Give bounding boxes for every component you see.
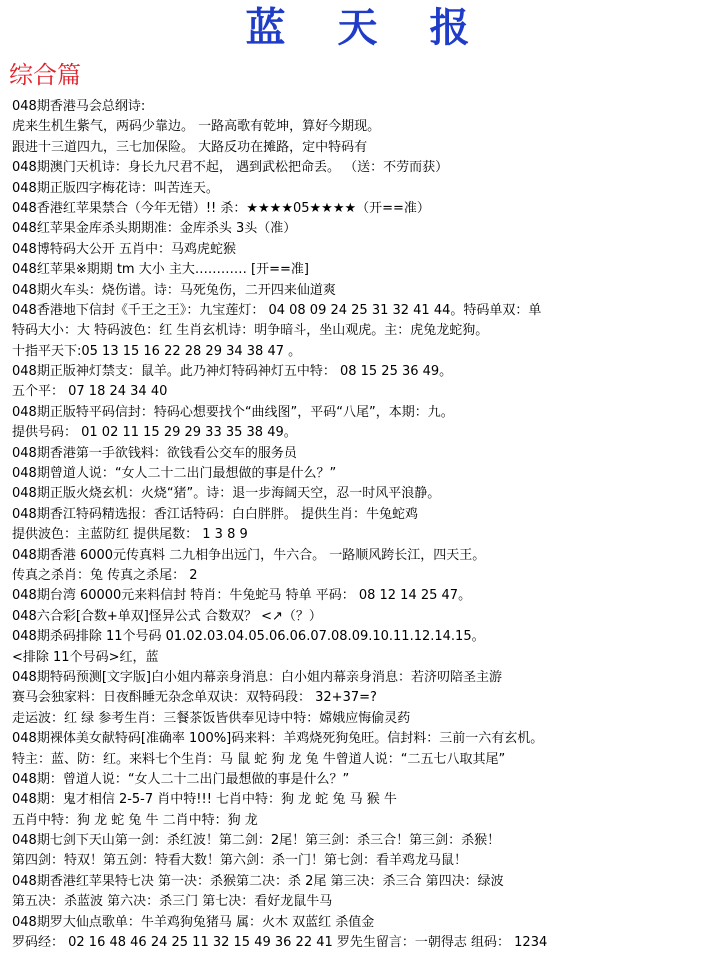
text-line: 048期：鬼才相信 2-5-7 肖中特!!! 七肖中特：狗 龙 蛇 兔 马 猴 牛: [12, 792, 397, 808]
article-body: [12, 97, 724, 953]
text-line: 传真之杀肖：兔 传真之杀尾： 2: [12, 567, 198, 583]
text-line: 048期正版火烧玄机：火烧“猪”。诗：退一步海阔天空，忍一时风平浪静。: [12, 486, 441, 502]
text-line: 048期七剑下天山第一剑：杀红波！第二剑：2尾！第三剑：杀三合！第三剑：杀猴！: [12, 833, 501, 849]
text-line: 048期杀码排除 11个号码 01.02.03.04.05.06.06.07.08.09.10.11.12.14.15。: [12, 629, 485, 645]
text-line: 048期澳门天机诗：身长九尺君不起， 遇到武松把命丢。 （送：不劳而获）: [12, 160, 449, 176]
text-line: 特码大小：大 特码波色：红 生肖玄机诗：明争暗斗，坐山观虎。主：虎兔龙蛇狗。: [12, 323, 489, 339]
text-line: 048六合彩[合数+单双]怪异公式 合数双？ <↗（？）: [12, 608, 322, 624]
text-line: 048红苹果※期期 tm 大小 主大………… [开==准]: [12, 262, 309, 278]
text-line: 048期香港 6000元传真料 二九相争出远门，牛六合。 一路顺风跨长江，四天王。: [12, 547, 486, 563]
text-line: 十指平天下:05 13 15 16 22 28 29 34 38 47 。: [12, 343, 302, 359]
text-line: 048期香港红苹果特七决 第一决：杀猴第二决：杀 2尾 第三决：杀三合 第四决：绿波: [12, 873, 504, 889]
text-line: 特主：蓝、防：红。来料七个生肖：马 鼠 蛇 狗 龙 兔 牛曾道人说：“二五七八取其尾”: [12, 751, 506, 767]
text-line: 048香港地下信封《千王之王》：九宝莲灯： 04 08 09 24 25 31 32 41 44。特码单双：单: [12, 302, 542, 318]
text-line: 048香港红苹果禁合（今年无错）!! 杀：★★★★05★★★★（开==准）: [12, 200, 430, 216]
text-line: 048期正版特平码信封：特码心想要找个“曲线图”，平码“八尾”，本期：九。: [12, 404, 454, 420]
text-line: 048期台湾 60000元来料信封 特肖：牛兔蛇马 特单 平码： 08 12 14 25 47。: [12, 588, 472, 604]
text-line: 048期香江特码精选报：香江话特码：白白胖胖。 提供生肖：牛兔蛇鸡: [12, 506, 418, 522]
text-line: 048期特码预测[文字版]白小姐内幕亲身消息：白小姐内幕亲身消息：若济叨陪圣主游: [12, 669, 502, 685]
text-line: 五肖中特：狗 龙 蛇 兔 牛 二肖中特：狗 龙: [12, 812, 258, 828]
text-line: 048期曾道人说：“女人二十二出门最想做的事是什么？”: [12, 466, 337, 482]
text-line: 虎来生机生紫气，两码少靠边。 一路高歌有乾坤，算好今期现。: [12, 119, 381, 135]
text-line: 第五决：杀蓝波 第六决：杀三门 第七决：看好龙鼠牛马: [12, 894, 333, 910]
text-line: <排除 11个号码>红，蓝: [12, 649, 159, 665]
text-line: 048期罗大仙点歌单：牛羊鸡狗兔猪马 属：火木 双蓝红 杀值金: [12, 914, 375, 930]
section-heading: 综合篇: [9, 61, 81, 89]
text-line: 048期裸体美女献特码[准确率 100%]码来料：羊鸡烧死狗兔旺。信封料：三前一六有玄机。: [12, 731, 544, 747]
text-line: 提供波色：主蓝防红 提供尾数： 1 3 8 9: [12, 527, 248, 543]
text-line: 提供号码： 01 02 11 15 29 29 33 35 38 49。: [12, 425, 297, 441]
text-line: 048博特码大公开 五肖中：马鸡虎蛇猴: [12, 241, 236, 257]
page-title: 蓝天报: [245, 4, 522, 51]
text-line: 罗码经： 02 16 48 46 24 25 11 32 15 49 36 22 41 罗先生留言：一朝得志 组码： 1234: [12, 935, 548, 951]
text-line: 048期香港马会总纲诗:: [12, 99, 146, 114]
text-line: 第四剑：特双！第五剑：特看大数！第六剑：杀一门！第七剑：看羊鸡龙马鼠！: [12, 853, 468, 869]
text-line: 走运波：红 绿 参考生肖：三餐茶饭皆供奉见诗中特：嫦娥应悔偷灵药: [12, 710, 411, 726]
text-line: 赛马会独家料：日夜酙睡无杂念单双诀：双特码段： 32+37=?: [12, 690, 377, 706]
text-line: 048期：曾道人说：“女人二十二出门最想做的事是什么？”: [12, 771, 350, 787]
text-line: 048期正版神灯禁支：鼠羊。此乃神灯特码神灯五中特： 08 15 25 36 49。: [12, 364, 453, 380]
text-line: 跟进十三道四九，三七加保险。 大路反功在摊路，定中特码有: [12, 139, 368, 155]
text-line: 048红苹果金库杀头期期准：金库杀头 3头（准）: [12, 221, 297, 237]
text-line: 048期香港第一手欲钱料：欲钱看公交车的服务员: [12, 445, 297, 461]
text-line: 五个平： 07 18 24 34 40: [12, 384, 168, 400]
text-line: 048期火车头：烧伤谱。诗：马死兔伤，二开四来仙道爽: [12, 282, 336, 298]
text-line: 048期正版四字梅花诗：叫苦连天。: [12, 180, 219, 196]
